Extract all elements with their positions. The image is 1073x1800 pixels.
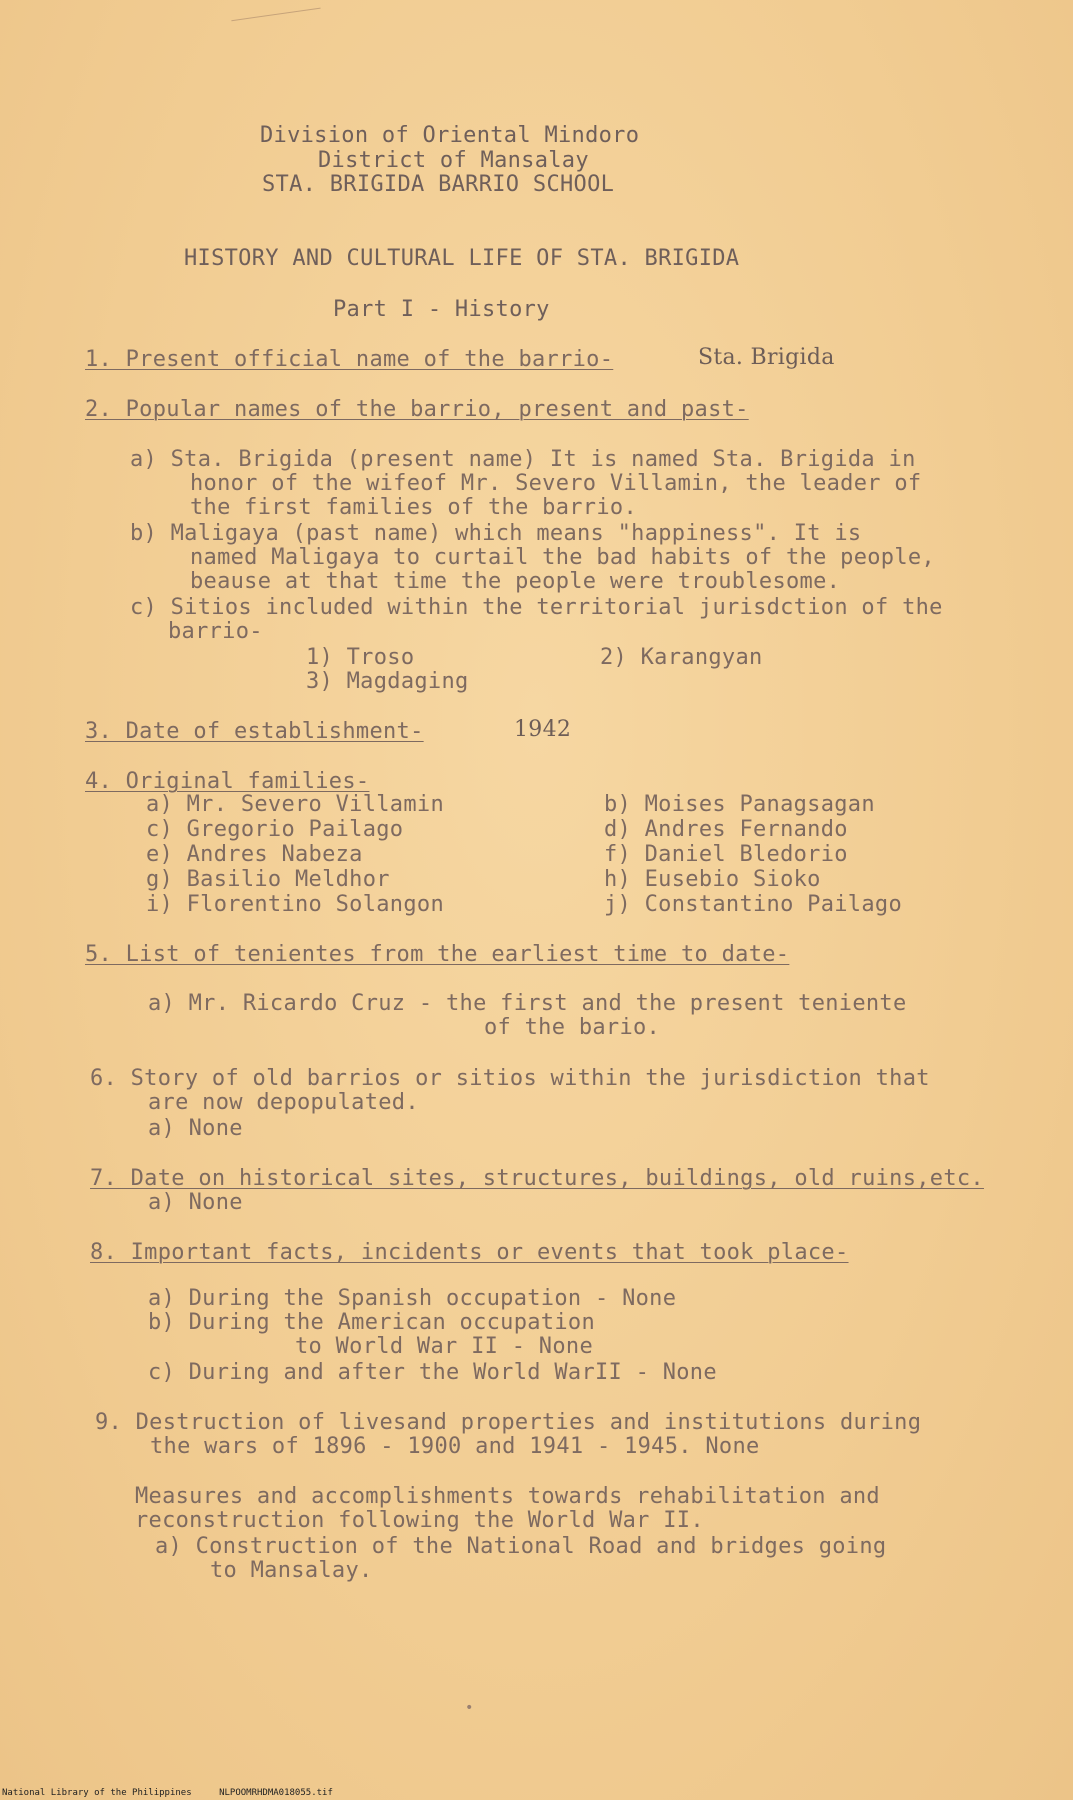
family-i: i) Florentino Solangon — [146, 892, 444, 917]
family-a: a) Mr. Severo Villamin — [146, 792, 444, 817]
family-e: e) Andres Nabeza — [146, 842, 363, 867]
q8-a: a) During the Spanish occupation - None — [148, 1286, 677, 1311]
q4-label: 4. Original families- — [85, 769, 370, 794]
family-d: d) Andres Fernando — [604, 817, 848, 842]
q8-b-line1: b) During the American occupation — [148, 1310, 595, 1335]
q1-label: 1. Present official name of the barrio- — [85, 347, 614, 372]
header-school: STA. BRIGIDA BARRIO SCHOOL — [262, 172, 615, 197]
document-title: HISTORY AND CULTURAL LIFE OF STA. BRIGIDA — [184, 246, 740, 271]
q7-answer: a) None — [148, 1190, 243, 1215]
q1-answer: Sta. Brigida — [698, 345, 835, 370]
sitio-troso: 1) Troso — [306, 645, 415, 670]
family-b: b) Moises Panagsagan — [604, 792, 875, 817]
q8-b-line2: to World War II - None — [295, 1334, 593, 1359]
footer-filename: NLPOOMRHDMA018055.tif — [219, 1788, 333, 1798]
q8-label: 8. Important facts, incidents or events that took place- — [90, 1240, 849, 1265]
q5-label: 5. List of tenientes from the earliest time to date- — [85, 942, 790, 967]
measures-a-line2: to Mansalay. — [210, 1558, 373, 1583]
q2-c-line2: barrio- — [168, 619, 263, 644]
family-g: g) Basilio Meldhor — [146, 867, 390, 892]
q6-line1: 6. Story of old barrios or sitios within the jurisdiction that — [90, 1066, 930, 1091]
family-h: h) Eusebio Sioko — [604, 867, 821, 892]
q6-answer: a) None — [148, 1116, 243, 1141]
q2-b-line2: named Maligaya to curtail the bad habits of the people, — [190, 545, 935, 570]
q5-answer-line2: of the bario. — [484, 1015, 661, 1040]
sitio-magdaging: 3) Magdaging — [306, 669, 469, 694]
q7-label: 7. Date on historical sites, structures, buildings, old ruins,etc. — [90, 1166, 984, 1191]
q2-b-line3: beause at that time the people were troublesome. — [190, 569, 841, 594]
family-f: f) Daniel Bledorio — [604, 842, 848, 867]
q9-line1: 9. Destruction of livesand properties and institutions during — [95, 1410, 922, 1435]
measures-a-line1: a) Construction of the National Road and bridges going — [155, 1534, 887, 1559]
header-division: Division of Oriental Mindoro — [260, 123, 640, 148]
scan-footer — [2, 1788, 355, 1798]
q8-c: c) During and after the World WarII - None — [148, 1360, 717, 1385]
family-j: j) Constantino Pailago — [604, 892, 902, 917]
q6-line2: are now depopulated. — [148, 1090, 419, 1115]
q2-a-line3: the first families of the barrio. — [190, 495, 637, 520]
q2-a-line2: honor of the wifeof Mr. Severo Villamin, the leader of — [190, 471, 922, 496]
q9-line2: the wars of 1896 - 1900 and 1941 - 1945. None — [150, 1434, 760, 1459]
part-heading: Part I - History — [333, 297, 550, 322]
q5-answer-line1: a) Mr. Ricardo Cruz - the first and the present teniente — [148, 991, 907, 1016]
q2-label: 2. Popular names of the barrio, present and past- — [85, 397, 749, 422]
footer-library: National Library of the Philippines — [2, 1788, 192, 1798]
q2-b-line1: b) Maligaya (past name) which means "happiness". It is — [130, 521, 862, 546]
q2-a-line1: a) Sta. Brigida (present name) It is named Sta. Brigida in — [130, 447, 916, 472]
q3-label: 3. Date of establishment- — [85, 719, 424, 744]
sitio-karangyan: 2) Karangyan — [600, 645, 763, 670]
q2-c-line1: c) Sitios included within the territorial jurisdction of the — [130, 595, 943, 620]
q3-answer: 1942 — [514, 717, 572, 742]
ink-dot: • — [465, 1700, 474, 1716]
measures-line2: reconstruction following the World War II. — [135, 1508, 704, 1533]
family-c: c) Gregorio Pailago — [146, 817, 404, 842]
measures-line1: Measures and accomplishments towards rehabilitation and — [135, 1484, 880, 1509]
header-district: District of Mansalay — [318, 148, 589, 173]
